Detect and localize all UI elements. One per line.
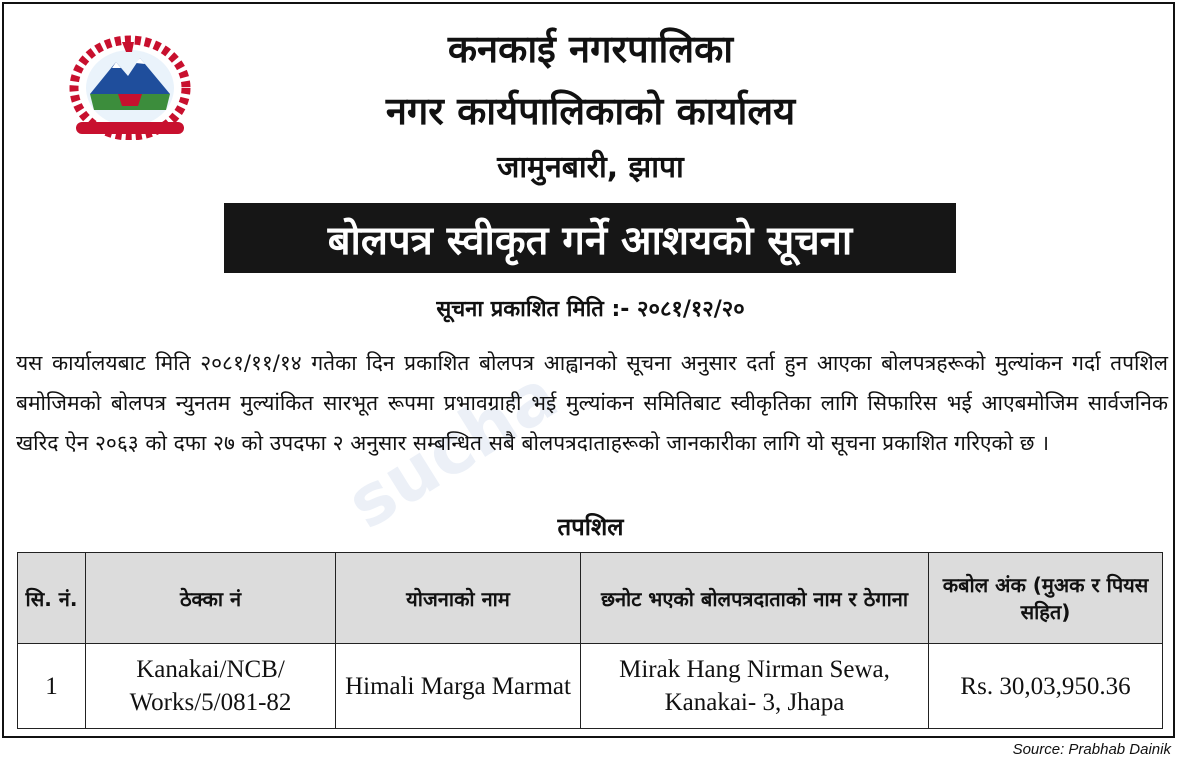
- col-header-bidder: छनोट भएको बोलपत्रदाताको नाम र ठेगाना: [581, 553, 929, 644]
- col-header-project-name: योजनाको नाम: [336, 553, 581, 644]
- notice-banner-text: बोलपत्र स्वीकृत गर्ने आशयको सूचना: [327, 217, 853, 264]
- svg-text:sucha: sucha: [332, 353, 572, 545]
- office-location: जामुनबारी, झापा: [497, 150, 684, 185]
- cell-bidder: Mirak Hang Nirman Sewa, Kanakai- 3, Jhapa: [581, 644, 929, 729]
- office-title: नगर कार्यपालिकाको कार्यालय: [385, 89, 796, 133]
- cell-contract-no: Kanakai/NCB/ Works/5/081-82: [86, 644, 336, 729]
- col-header-sn: सि. नं.: [18, 553, 86, 644]
- cell-project-name: Himali Marga Marmat: [336, 644, 581, 729]
- col-header-contract-no: ठेक्का नं: [86, 553, 336, 644]
- table-header-row: [18, 553, 1163, 644]
- details-table: [17, 552, 1163, 729]
- notice-banner: [224, 203, 956, 273]
- col-header-bid-amount: कबोल अंक (मुअक र पियस सहित): [929, 553, 1163, 644]
- cell-bid-amount: Rs. 30,03,950.36: [929, 644, 1163, 729]
- published-date: सूचना प्रकाशित मिति :- २०८१/१२/२०: [436, 297, 745, 322]
- details-heading: तपशिल: [557, 513, 624, 541]
- cell-sn: 1: [18, 644, 86, 729]
- table-row: [18, 644, 1163, 729]
- municipality-title: कनकाई नगरपालिका: [447, 27, 734, 71]
- source-credit: Source: Prabhab Dainik: [1012, 741, 1171, 758]
- notice-body: यस कार्यालयबाट मिति २०८१/११/१४ गतेका दिन प्रकाशित बोलपत्र आह्वानको सूचना अनुसार दर्ता हुन आएका बोलपत्रहरूको मुल्यांकन गर्दा तपशिल बमोजिमको बोलपत्र न्युनतम मुल्यांकित सारभूत रूपमा प्रभावग्राही भई मुल्यांकन समितिबाट स्वीकृतिका लागि सिफारिस भई आएबमोजिम सार्वजनिक खरिद ऐन २०६३ को दफा २७ को उपदफा २ अनुसार सम्बन्धित सबै बोलपत्रदाताहरूको जानकारीका लागि यो सूचना प्रकाशित गरिएको छ ।: [16, 351, 1168, 455]
